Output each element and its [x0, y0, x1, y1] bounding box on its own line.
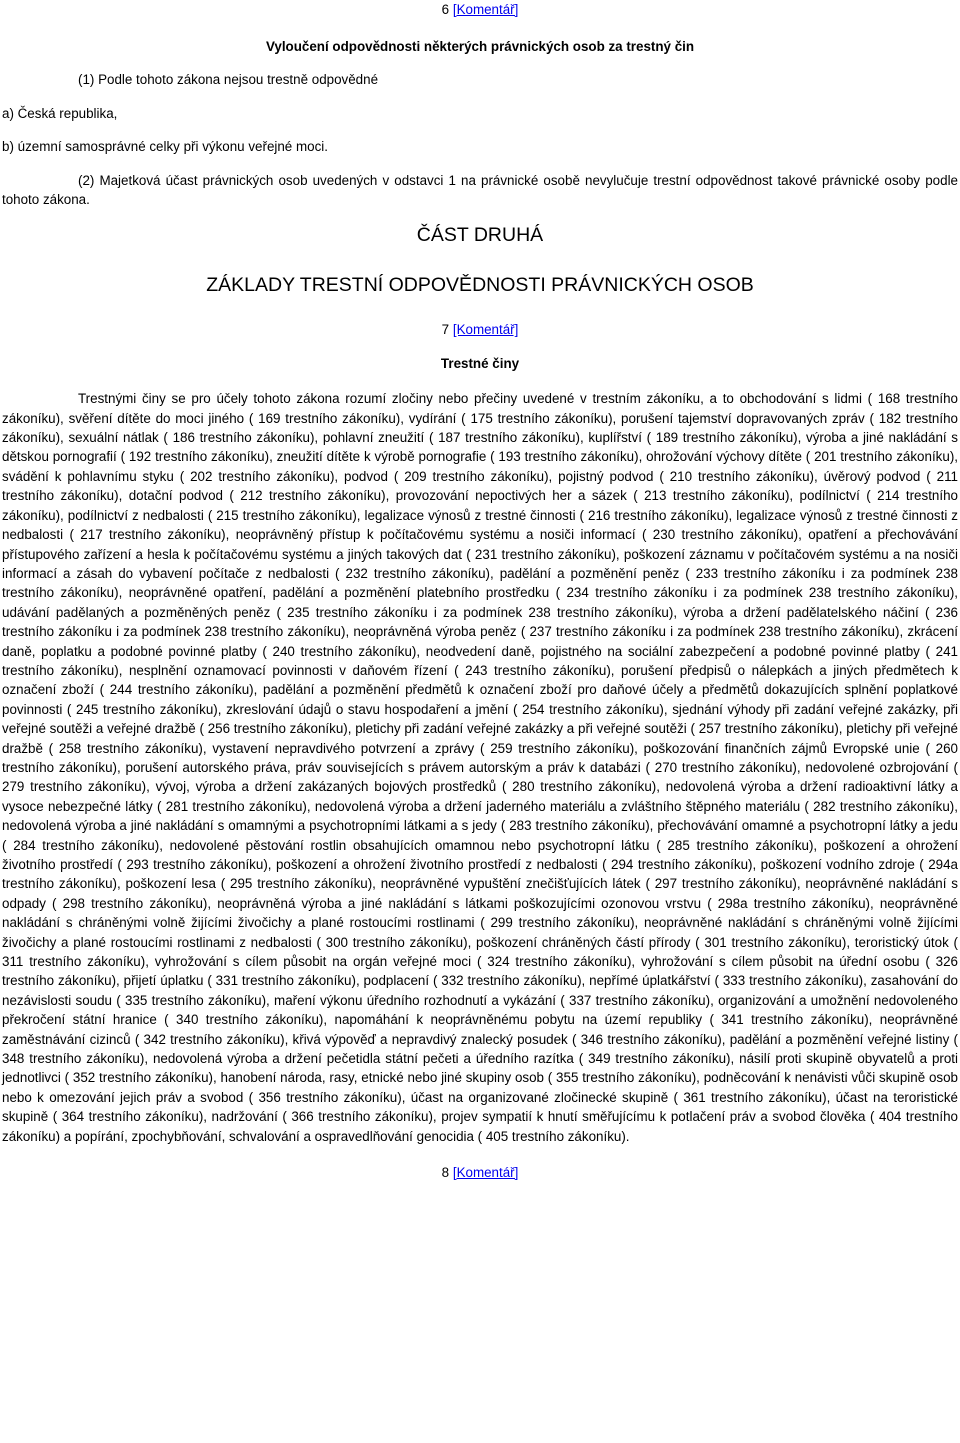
section-7-komentar-link[interactable]: [Komentář]	[452, 322, 519, 338]
section-7-title: Trestné činy	[440, 355, 520, 371]
section-6-komentar-link[interactable]: [Komentář]	[452, 2, 519, 17]
section-7-number: 7	[441, 322, 450, 338]
section-7-header	[2, 320, 958, 339]
section-6-number: 6	[441, 2, 450, 17]
section-6-title: Vyloučení odpovědnosti některých právnických osob za trestný čin	[265, 39, 695, 54]
section-6-item-b: b) územní samosprávné celky při výkonu veřejné moci.	[2, 139, 328, 155]
section-8-number: 8	[441, 1165, 450, 1181]
section-8-komentar-link[interactable]: [Komentář]	[452, 1165, 519, 1181]
part-subtitle: ZÁKLADY TRESTNÍ ODPOVĚDNOSTI PRÁVNICKÝCH OSOB	[206, 274, 754, 297]
section-7-text: Trestnými činy se pro účely tohoto zákona rozumí zločiny nebo přečiny uvedené v trestním zákoníku, a to obchodování s lidmi ( 168 trestního zákoníku), svěření dítěte do moci jiného ( 169 trestního zákoníku), vydírání ( 175 trestního zákoníku), porušení tajemství dopravovaných zpráv ( 182 trestního zákoníku), sexuální nátlak ( 186 trestního zákoníku), pohlavní zneužití ( 187 trestního zákoníku), kuplířství ( 189 trestního zákoníku), výroba a jiné nakládání s dětskou pornografií ( 192 trestního zákoníku), zneužití dítěte k výrobě pornografie ( 193 trestního zákoníku), ohrožování výchovy dítěte ( 201 trestního zákoníku), svádění k pohlavnímu styku ( 202 trestního zákoníku), podvod ( 209 trestního zákoníku), pojistný podvod ( 210 trestního zákoníku), úvěrový podvod ( 211 trestního zákoníku), dotační podvod ( 212 trestního zákoníku), provozování nepoctivých her a sázek ( 213 trestního zákoníku), podílnictví ( 214 trestního zákoníku), podílnictví z nedbalosti ( 215 trestního zákoníku), legalizace výnosů z trestné činnosti ( 216 trestního zákoníku), legalizace výnosů z trestné činnosti z nedbalosti ( 217 trestního zákoníku), neoprávněný přístup k počítačovému systému a nosiči informací ( 230 trestního zákoníku), opatření a přechovávání přístupového zařízení a hesla k počítačovému systému a jiných takových dat ( 231 trestního zákoníku), poškození záznamu v počítačovém systému a na nosiči informací a zásah do vybavení počítače z nedbalosti ( 232 trestního zákoníku), padělání a pozměnění peněz ( 233 trestního zákoníku i za podmínek 238 trestního zákoníku), neoprávněné opatření, padělání a pozměnění platebního prostředku ( 234 trestního zákoníku i za podmínek 238 trestního zákoníku), udávání padělaných a pozměněných peněz ( 235 trestního zákoníku i za podmínek 238 trestního zákoníku), výroba a držení padělatelského náčiní ( 236 trestního zákoníku i za podmínek 238 trestního zákoníku), neoprávněná výroba peněz ( 237 trestního zákoníku i za podmínek 238 trestního zákoníku), zkrácení daně, poplatku a podobné povinné platby ( 240 trestního zákoníku), neodvedení daně, pojistného na sociální zabezpečení a podobné povinné platby ( 241 trestního zákoníku), nesplnění oznamovací povinnosti v daňovém řízení ( 243 trestního zákoníku), porušení předpisů o nálepkách a jiných předmětech k označení zboží ( 244 trestního zákoníku), padělání a pozměnění předmětů k označení zboží pro daňové účely a předmětů dokazujících splnění poplatkové povinnosti ( 245 trestního zákoníku), zkreslování údajů o stavu hospodaření a jmění ( 254 trestního zákoníku), sjednání výhody při zadání veřejné zakázky, při veřejné soutěži a veřejné dražbě ( 256 trestního zákoníku), pletichy při zadání veřejné zakázky a při veřejné soutěži ( 257 trestního zákoníku), pletichy při veřejné dražbě ( 258 trestního zákoníku), vystavení nepravdivého potvrzení a zprávy ( 259 trestního zákoníku), poškozování finančních zájmů Evropské unie ( 260 trestního zákoníku), porušení autorského práva, práv souvisejících s právem autorským a práv k databázi ( 270 trestního zákoníku), nedovolené ozbrojování ( 279 trestního zákoníku), vývoj, výroba a držení zakázaných bojových prostředků ( 280 trestního zákoníku), nedovolená výroba a držení radioaktivní látky a vysoce nebezpečné látky ( 281 trestního zákoníku), nedovolená výroba a držení jaderného materiálu a zvláštního štěpného materiálu ( 282 trestního zákoníku), nedovolená výroba a jiné nakládání s omamnými a psychotropními látkami a s jedy ( 283 trestního zákoníku), přechovávání omamné a psychotropní látky a jedu ( 284 trestního zákoníku), nedovolené pěstování rostlin obsahujících omamnou nebo psychotropní látku ( 285 trestního zákoníku), poškození a ohrožení životního prostředí ( 293 trestního zákoníku), poškození a ohrožení životního prostředí z nedbalosti ( 294 trestního zákoníku), poškození vodního zdroje ( 294a trestního zákoníku), poškození lesa ( 295 trestního zákoníku), neoprávněné vypuštění znečišťujících látek ( 297 trestního zákoníku), neoprávněné nakládání s odpady ( 298 trestního zákoníku), neoprávněná výroba a jiné nakládání s látkami poškozujícími ozonovou vrstvu ( 298a trestního zákoníku), neoprávněné nakládání s chráněnými volně žijícími živočichy a plané rostoucími rostlinami ( 299 trestního zákoníku), neoprávněné nakládání s chráněnými volně žijícími živočichy a plané rostoucími rostlinami z nedbalosti ( 300 trestního zákoníku), poškození chráněných částí přírody ( 301 trestního zákoníku), teroristický útok ( 311 trestního zákoníku), vyhrožování s cílem působit na orgán veřejné moci ( 324 trestního zákoníku), vyhrožování s cílem působit na úřední osobu ( 326 trestního zákoníku), přijetí úplatku ( 331 trestního zákoníku), podplacení ( 332 trestního zákoníku), nepřímé úplatkářství ( 333 trestního zákoníku), zasahování do nezávislosti soudu ( 335 trestního zákoníku), maření výkonu úředního rozhodnutí a vykázání ( 337 trestního zákoníku), organizování a umožnění nedovoleného překročení státní hranice ( 340 trestního zákoníku), napomáhání k neoprávněnému pobytu na území republiky ( 341 trestního zákoníku), neoprávněné zaměstnávání cizinců ( 342 trestního zákoníku), křivá výpověď a nepravdivý znalecký posudek ( 346 trestního zákoníku), padělání a pozměnění veřejné listiny ( 348 trestního zákoníku), nedovolená výroba a držení pečetidla státní pečeti a úředního razítka ( 349 trestního zákoníku), násilí proti skupině obyvatelů a proti jednotlivci ( 352 trestního zákoníku), hanobení národa, rasy, etnické nebo jiné skupiny osob ( 355 trestního zákoníku), podněcování k nenávisti vůči skupině osob nebo k omezování jejich práv a svobod ( 356 trestního zákoníku), účast na organizované zločinecké skupině ( 361 trestního zákoníku), účast na teroristické skupině ( 364 trestního zákoníku), nadržování ( 366 trestního zákoníku), projev sympatií k hnutí směřujícímu k potlačení práv a svobod člověka ( 404 trestního zákoníku) a popírání, zpochybňování, schvalování a ospravedlňování genocidia ( 405 trestního zákoníku).	[2, 391, 958, 1144]
section-8-header	[2, 1163, 958, 1182]
section-6-paragraph-1: (1) Podle tohoto zákona nejsou trestně odpovědné	[78, 72, 379, 88]
part-title: ČÁST DRUHÁ	[416, 224, 544, 247]
section-6-item-a: a) Česká republika,	[2, 105, 118, 121]
section-6-header	[2, 0, 958, 19]
section-6-paragraph-2: (2) Majetková účast právnických osob uvedených v odstavci 1 na právnické osobě nevylučuje trestní odpovědnost takové právnické osoby podle tohoto zákona.	[2, 172, 958, 208]
